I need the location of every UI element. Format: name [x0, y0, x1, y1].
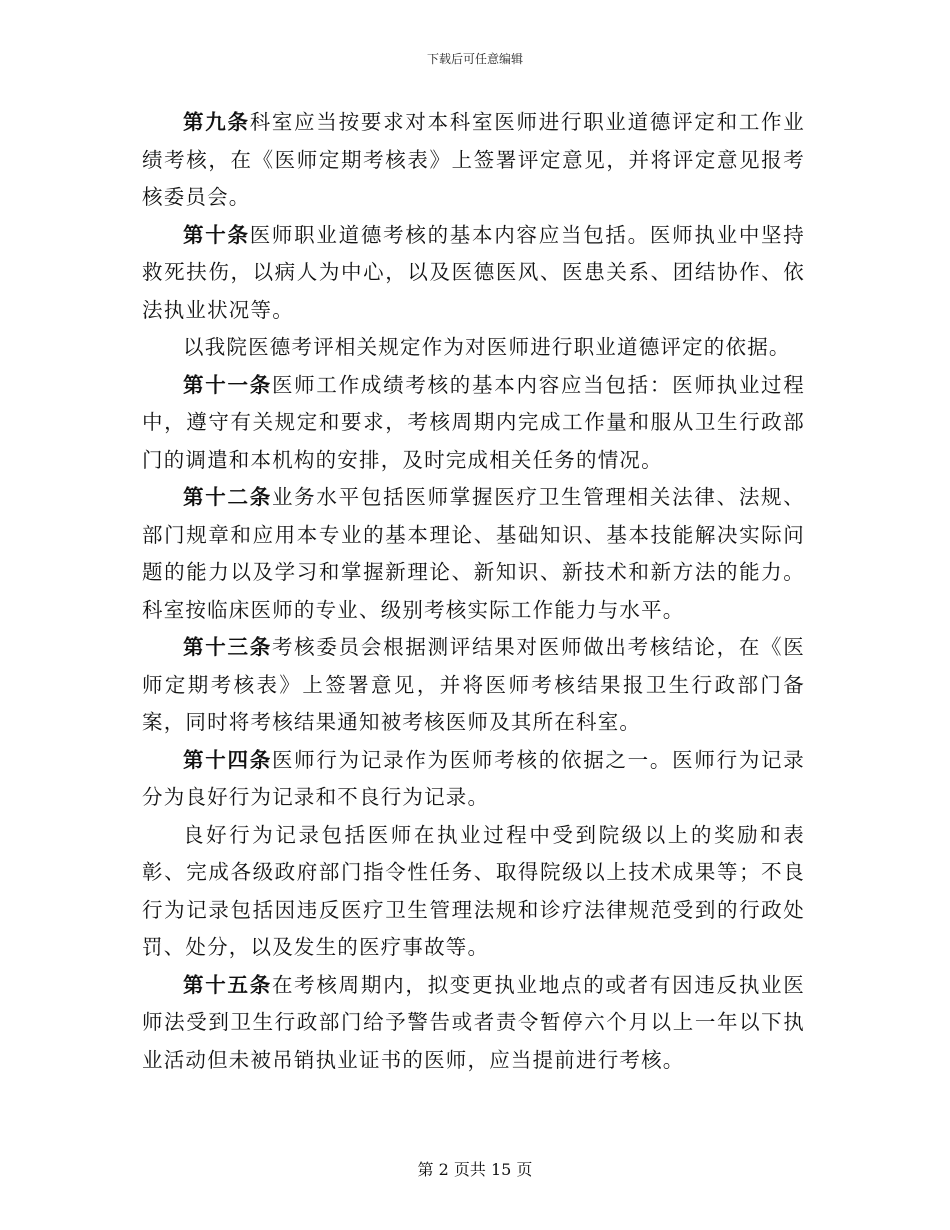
article-text: 考核委员会根据测评结果对医师做出考核结论，在《医师定期考核表》上签署意见，并将医师考核结果报卫生行政部门备案，同时将考核结果通知被考核医师及其所在科室。 — [142, 635, 805, 734]
article-10-supplement — [142, 329, 805, 367]
article-title: 第十三条 — [183, 635, 272, 659]
article-text: 在考核周期内，拟变更执业地点的或者有因违反执业医师法受到卫生行政部门给予警告或者责令暂停六个月以上一年以下执业活动但未被吊销执业证书的医师，应当提前进行考核。 — [142, 972, 805, 1072]
article-9 — [142, 104, 805, 217]
article-text: 科室应当按要求对本科室医师进行职业道德评定和工作业绩考核，在《医师定期考核表》上签署评定意见，并将评定意见报考核委员会。 — [142, 110, 805, 209]
article-text: 医师行为记录作为医师考核的依据之一。医师行为记录分为良好行为记录和不良行为记录。 — [142, 747, 805, 809]
article-text: 医师工作成绩考核的基本内容应当包括：医师执业过程中，遵守有关规定和要求，考核周期内完成工作量和服从卫生行政部门的调遣和本机构的安排，及时完成相关任务的情况。 — [142, 372, 805, 472]
article-text: 以我院医德考评相关规定作为对医师进行职业道德评定的依据。 — [183, 335, 791, 359]
article-text: 良好行为记录包括医师在执业过程中受到院级以上的奖励和表彰、完成各级政府部门指令性任务、取得院级以上技术成果等；不良行为记录包括因违反医疗卫生管理法规和诊疗法律规范受到的行政处罚、处分，以及发生的医疗事故等。 — [142, 822, 805, 959]
article-title: 第十五条 — [183, 972, 272, 997]
article-15 — [142, 967, 805, 1080]
article-14-supplement — [142, 817, 805, 967]
article-12 — [142, 479, 805, 629]
article-10 — [142, 217, 805, 330]
article-title: 第九条 — [183, 110, 250, 134]
article-14 — [142, 742, 805, 817]
article-title: 第十四条 — [183, 747, 272, 772]
article-title: 第十一条 — [183, 372, 272, 397]
page-number: 第 2 页共 15 页 — [417, 1160, 533, 1179]
document-body — [142, 104, 805, 1079]
article-13 — [142, 629, 805, 742]
article-11 — [142, 367, 805, 480]
page-header: 下载后可任意编辑 — [426, 52, 523, 66]
article-text: 业务水平包括医师掌握医疗卫生管理相关法律、法规、部门规章和应用本专业的基本理论、基础知识、基本技能解决实际问题的能力以及学习和掌握新理论、新知识、新技术和新方法的能力。科室按临床医师的专业、级别考核实际工作能力与水平。 — [142, 485, 805, 622]
article-text: 医师职业道德考核的基本内容应当包括。医师执业中坚持救死扶伤，以病人为中心，以及医德医风、医患关系、团结协作、依法执业状况等。 — [142, 222, 805, 322]
article-title: 第十二条 — [183, 485, 272, 509]
article-title: 第十条 — [183, 222, 250, 247]
